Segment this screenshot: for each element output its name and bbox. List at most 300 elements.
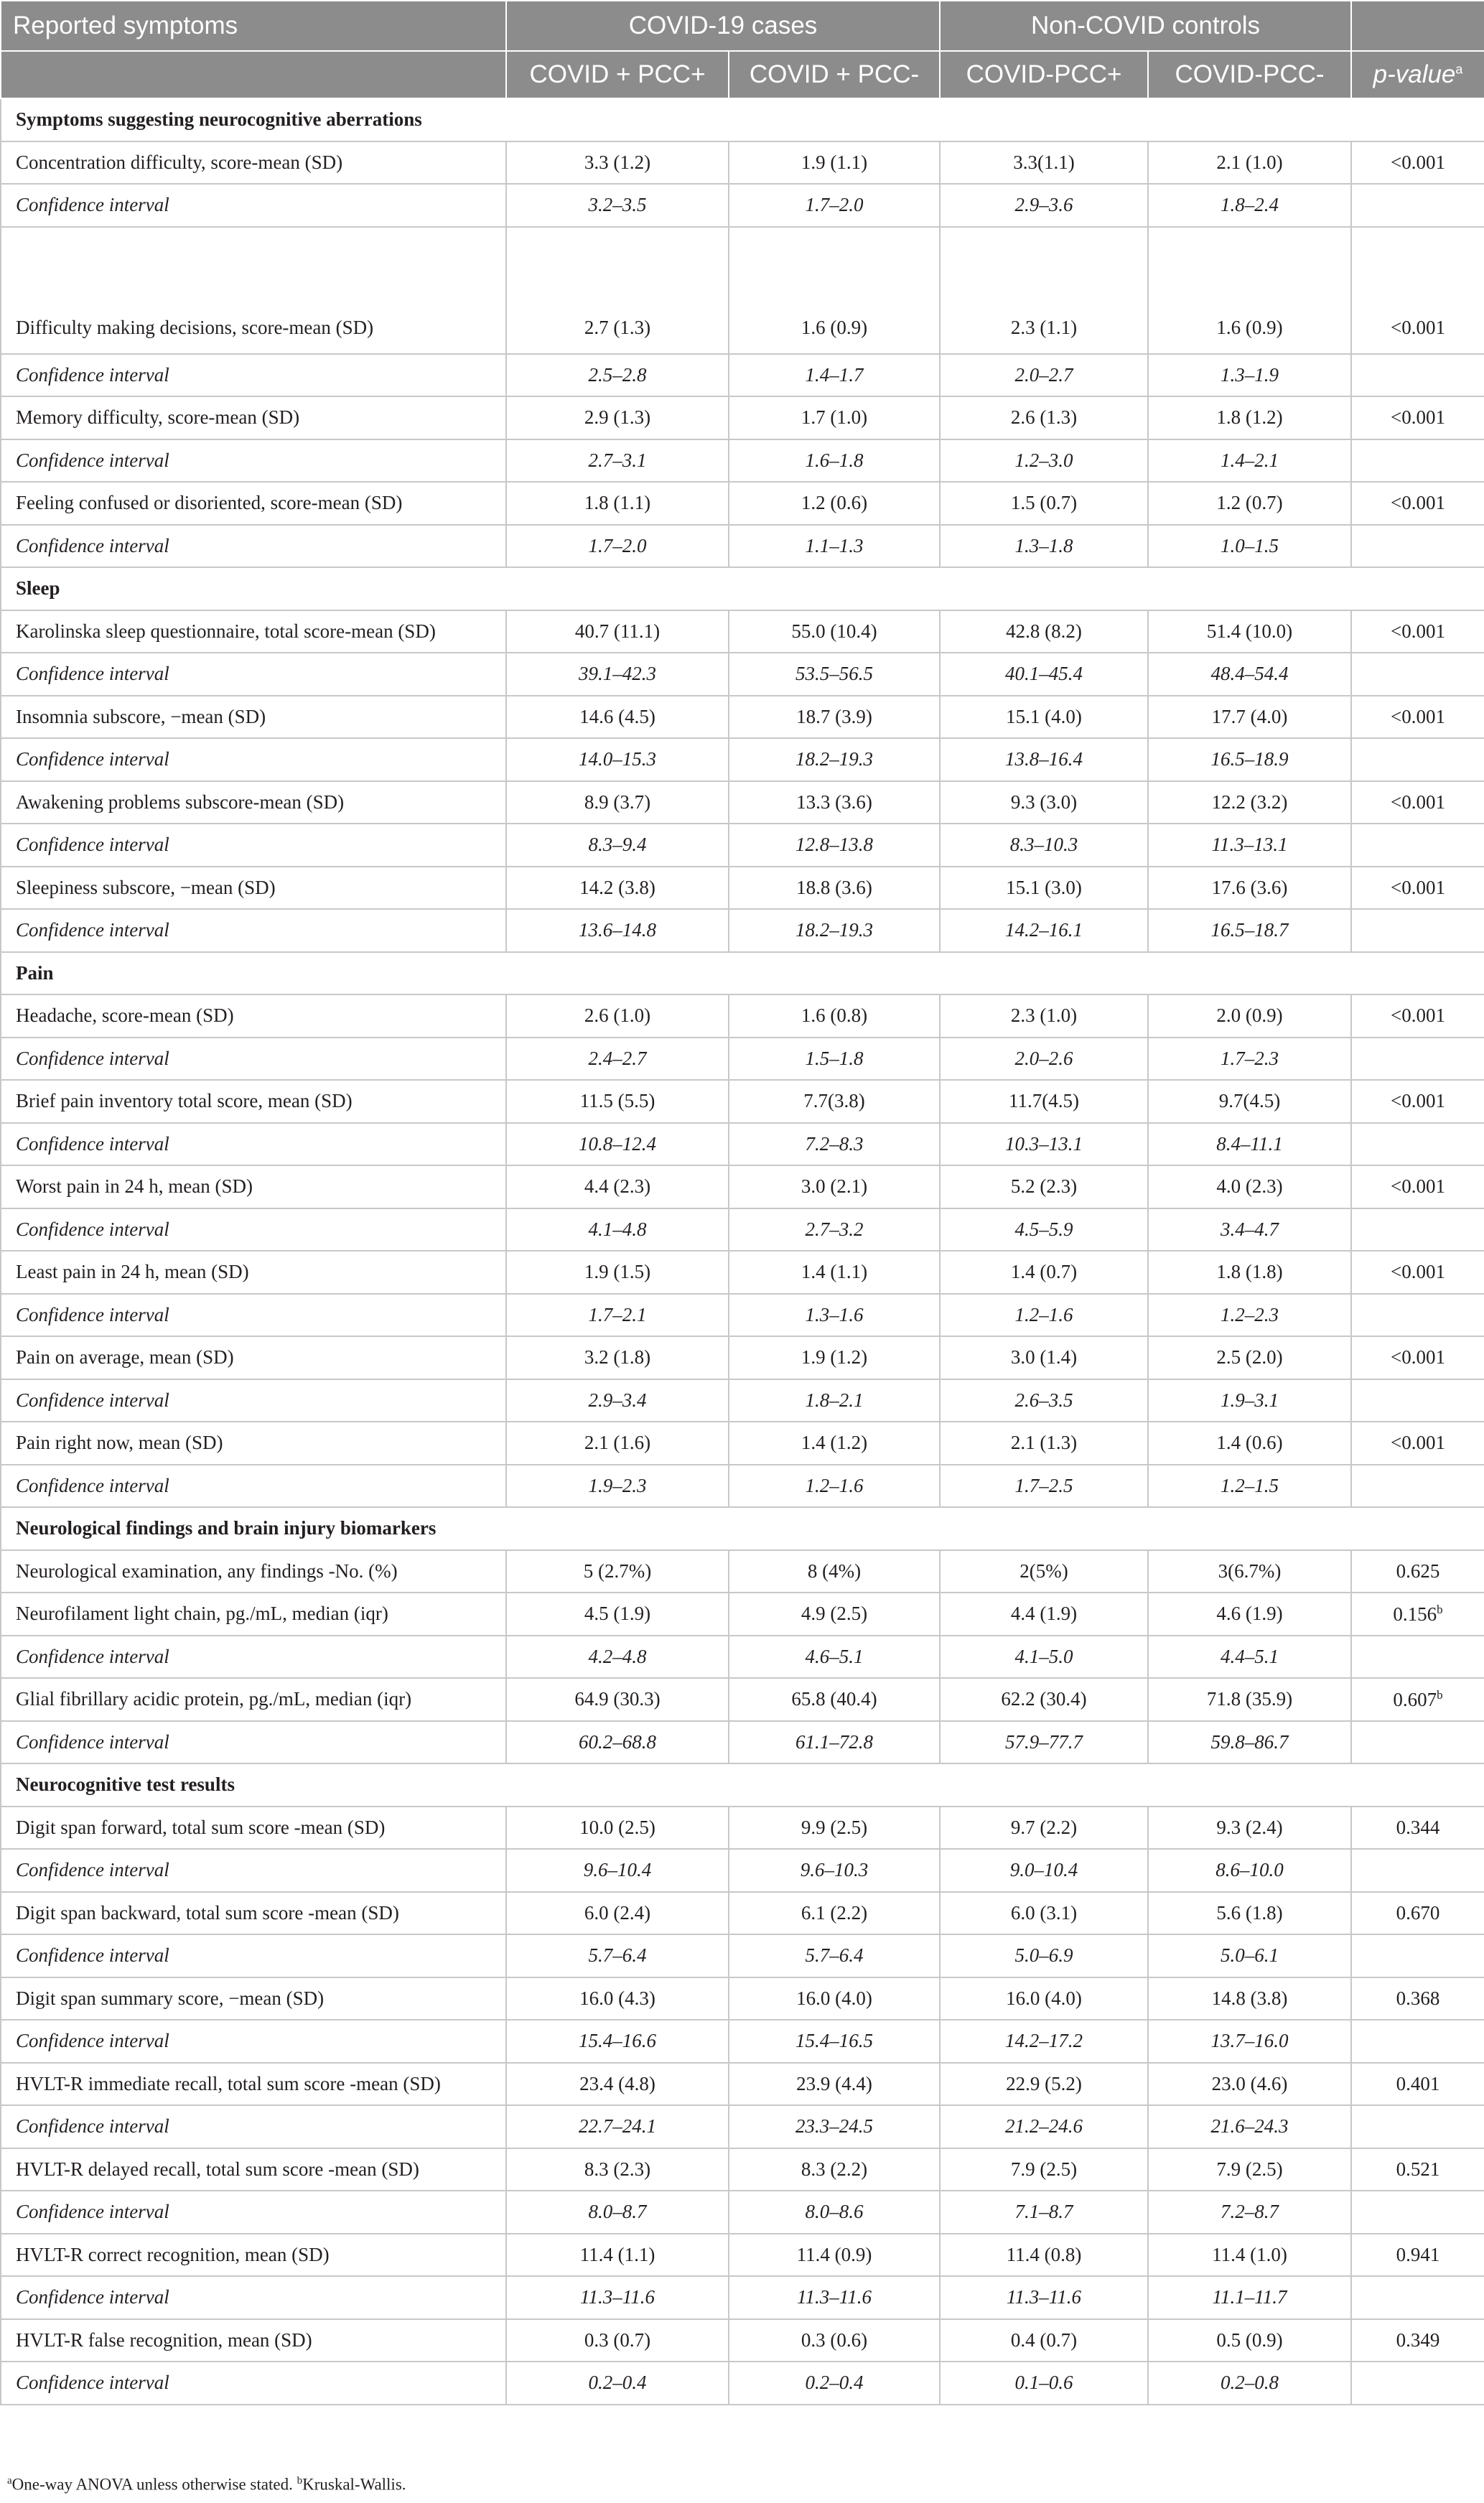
cell-covid-pcc-neg: 23.9 (4.4) — [729, 2063, 940, 2106]
cell-p-value — [1351, 1934, 1484, 1977]
cell-p-value — [1351, 2105, 1484, 2148]
row-label: Karolinska sleep questionnaire, total score-mean (SD) — [1, 610, 506, 653]
row-label: Confidence interval — [1, 2362, 506, 2405]
cell-covid-pcc-pos: 4.2–4.8 — [506, 1636, 729, 1679]
cell-noncovid-pcc-pos: 9.7 (2.2) — [940, 1807, 1148, 1850]
table-row — [1, 141, 1484, 185]
row-label: Glial fibrillary acidic protein, pg./mL, median (iqr) — [1, 1678, 506, 1721]
table-body — [1, 98, 1484, 2405]
confidence-interval-row — [1, 653, 1484, 696]
cell-covid-pcc-pos: 14.2 (3.8) — [506, 867, 729, 910]
cell-covid-pcc-pos: 0.3 (0.7) — [506, 2319, 729, 2362]
header-covid-pcc-pos: COVID + PCC+ — [506, 51, 729, 98]
cell-p-value — [1351, 1678, 1484, 1721]
cell-covid-pcc-pos: 2.5–2.8 — [506, 354, 729, 397]
cell-p-value — [1351, 482, 1484, 525]
cell-covid-pcc-pos: 9.6–10.4 — [506, 1849, 729, 1892]
cell-covid-pcc-neg: 53.5–56.5 — [729, 653, 940, 696]
footnote-text-b: Kruskal-Wallis. — [302, 2475, 406, 2494]
cell-noncovid-pcc-neg: 7.2–8.7 — [1148, 2191, 1351, 2234]
confidence-interval-row — [1, 1038, 1484, 1081]
cell-p-value — [1351, 2234, 1484, 2277]
cell-covid-pcc-pos: 3.3 (1.2) — [506, 141, 729, 185]
cell-covid-pcc-pos: 2.4–2.7 — [506, 1038, 729, 1081]
cell-p-value — [1351, 2148, 1484, 2191]
cell-covid-pcc-neg: 6.1 (2.2) — [729, 1892, 940, 1935]
cell-noncovid-pcc-pos: 2.3 (1.1) — [940, 227, 1148, 354]
footnote-sup-a: a — [7, 2475, 12, 2486]
cell-p-value — [1351, 1977, 1484, 2020]
cell-noncovid-pcc-neg: 1.4 (0.6) — [1148, 1422, 1351, 1465]
cell-covid-pcc-neg: 1.7–2.0 — [729, 184, 940, 227]
table-row — [1, 1892, 1484, 1935]
cell-covid-pcc-neg: 1.4 (1.2) — [729, 1422, 940, 1465]
cell-covid-pcc-neg: 8.0–8.6 — [729, 2191, 940, 2234]
cell-noncovid-pcc-pos: 21.2–24.6 — [940, 2105, 1148, 2148]
cell-noncovid-pcc-neg: 0.2–0.8 — [1148, 2362, 1351, 2405]
row-label: Awakening problems subscore-mean (SD) — [1, 781, 506, 824]
row-label: Confidence interval — [1, 1849, 506, 1892]
confidence-interval-row — [1, 354, 1484, 397]
cell-noncovid-pcc-neg: 48.4–54.4 — [1148, 653, 1351, 696]
cell-noncovid-pcc-pos: 11.3–11.6 — [940, 2276, 1148, 2319]
cell-noncovid-pcc-neg: 2.0 (0.9) — [1148, 994, 1351, 1038]
p-value-text: <0.001 — [1391, 791, 1445, 813]
cell-noncovid-pcc-pos: 2.6 (1.3) — [940, 396, 1148, 439]
cell-covid-pcc-neg: 1.4–1.7 — [729, 354, 940, 397]
cell-noncovid-pcc-neg: 0.5 (0.9) — [1148, 2319, 1351, 2362]
p-value-footnote-marker: b — [1437, 1687, 1443, 1702]
table-row — [1, 781, 1484, 824]
cell-p-value — [1351, 2020, 1484, 2063]
section-title: Neurological findings and brain injury biomarkers — [1, 1507, 1484, 1550]
cell-noncovid-pcc-neg: 51.4 (10.0) — [1148, 610, 1351, 653]
cell-p-value — [1351, 1336, 1484, 1379]
cell-noncovid-pcc-pos: 1.4 (0.7) — [940, 1251, 1148, 1294]
cell-covid-pcc-pos: 8.9 (3.7) — [506, 781, 729, 824]
cell-p-value — [1351, 227, 1484, 354]
cell-covid-pcc-neg: 1.9 (1.1) — [729, 141, 940, 185]
p-value-text: <0.001 — [1391, 705, 1445, 727]
section-title: Symptoms suggesting neurocognitive aberrations — [1, 98, 1484, 141]
header-row-columns — [1, 51, 1484, 98]
p-value-text: 0.156 — [1393, 1603, 1437, 1625]
table-row — [1, 396, 1484, 439]
row-label: Brief pain inventory total score, mean (SD) — [1, 1080, 506, 1123]
cell-covid-pcc-pos: 1.8 (1.1) — [506, 482, 729, 525]
confidence-interval-row — [1, 909, 1484, 952]
cell-covid-pcc-neg: 1.4 (1.1) — [729, 1251, 940, 1294]
cell-covid-pcc-pos: 14.0–15.3 — [506, 738, 729, 781]
cell-p-value — [1351, 2191, 1484, 2234]
confidence-interval-row — [1, 525, 1484, 568]
confidence-interval-row — [1, 1849, 1484, 1892]
cell-noncovid-pcc-neg: 59.8–86.7 — [1148, 1721, 1351, 1764]
confidence-interval-row — [1, 2191, 1484, 2234]
cell-noncovid-pcc-neg: 3.4–4.7 — [1148, 1208, 1351, 1252]
cell-p-value — [1351, 1038, 1484, 1081]
row-label: Confidence interval — [1, 1636, 506, 1679]
confidence-interval-row — [1, 1636, 1484, 1679]
cell-covid-pcc-pos: 15.4–16.6 — [506, 2020, 729, 2063]
cell-p-value — [1351, 439, 1484, 483]
p-value-text: 0.344 — [1396, 1816, 1440, 1838]
cell-noncovid-pcc-pos: 5.0–6.9 — [940, 1934, 1148, 1977]
cell-covid-pcc-pos: 2.1 (1.6) — [506, 1422, 729, 1465]
row-label: Sleepiness subscore, −mean (SD) — [1, 867, 506, 910]
cell-covid-pcc-neg: 1.6 (0.9) — [729, 227, 940, 354]
row-label: Confidence interval — [1, 738, 506, 781]
cell-p-value — [1351, 1593, 1484, 1636]
row-label: Confidence interval — [1, 2191, 506, 2234]
p-value-text: 0.670 — [1396, 1901, 1440, 1924]
p-value-text: <0.001 — [1391, 1261, 1445, 1283]
cell-covid-pcc-neg: 11.3–11.6 — [729, 2276, 940, 2319]
cell-covid-pcc-pos: 11.3–11.6 — [506, 2276, 729, 2319]
cell-p-value — [1351, 1165, 1484, 1208]
header-empty-label — [1, 51, 506, 98]
cell-covid-pcc-pos: 3.2–3.5 — [506, 184, 729, 227]
cell-covid-pcc-neg: 13.3 (3.6) — [729, 781, 940, 824]
table-row — [1, 867, 1484, 910]
cell-covid-pcc-pos: 10.8–12.4 — [506, 1123, 729, 1166]
cell-noncovid-pcc-neg: 14.8 (3.8) — [1148, 1977, 1351, 2020]
row-label: HVLT-R delayed recall, total sum score -mean (SD) — [1, 2148, 506, 2191]
cell-p-value — [1351, 396, 1484, 439]
table-row — [1, 1593, 1484, 1636]
cell-noncovid-pcc-pos: 15.1 (4.0) — [940, 696, 1148, 739]
cell-covid-pcc-pos: 22.7–24.1 — [506, 2105, 729, 2148]
cell-covid-pcc-neg: 1.5–1.8 — [729, 1038, 940, 1081]
cell-covid-pcc-pos: 1.7–2.1 — [506, 1294, 729, 1337]
row-label: Worst pain in 24 h, mean (SD) — [1, 1165, 506, 1208]
header-covid-pcc-neg: COVID + PCC- — [729, 51, 940, 98]
cell-p-value — [1351, 1080, 1484, 1123]
cell-covid-pcc-neg: 7.7(3.8) — [729, 1080, 940, 1123]
cell-p-value — [1351, 1379, 1484, 1422]
cell-noncovid-pcc-neg: 1.4–2.1 — [1148, 439, 1351, 483]
cell-covid-pcc-pos: 64.9 (30.3) — [506, 1678, 729, 1721]
p-value-text: <0.001 — [1391, 316, 1445, 338]
cell-covid-pcc-pos: 11.4 (1.1) — [506, 2234, 729, 2277]
cell-noncovid-pcc-pos: 1.2–3.0 — [940, 439, 1148, 483]
table-header — [1, 1, 1484, 98]
cell-noncovid-pcc-pos: 2.1 (1.3) — [940, 1422, 1148, 1465]
cell-covid-pcc-neg: 4.6–5.1 — [729, 1636, 940, 1679]
cell-noncovid-pcc-pos: 5.2 (2.3) — [940, 1165, 1148, 1208]
cell-covid-pcc-pos: 8.3–9.4 — [506, 824, 729, 867]
cell-p-value — [1351, 354, 1484, 397]
cell-noncovid-pcc-pos: 7.9 (2.5) — [940, 2148, 1148, 2191]
cell-noncovid-pcc-pos: 1.5 (0.7) — [940, 482, 1148, 525]
table-row — [1, 696, 1484, 739]
table-row — [1, 1977, 1484, 2020]
cell-p-value — [1351, 2319, 1484, 2362]
cell-noncovid-pcc-neg: 16.5–18.9 — [1148, 738, 1351, 781]
cell-noncovid-pcc-neg: 1.9–3.1 — [1148, 1379, 1351, 1422]
cell-covid-pcc-neg: 18.2–19.3 — [729, 909, 940, 952]
table-row — [1, 1678, 1484, 1721]
cell-p-value — [1351, 1208, 1484, 1252]
cell-covid-pcc-pos: 40.7 (11.1) — [506, 610, 729, 653]
row-label: Confidence interval — [1, 824, 506, 867]
cell-p-value — [1351, 2276, 1484, 2319]
cell-covid-pcc-neg: 1.7 (1.0) — [729, 396, 940, 439]
cell-noncovid-pcc-pos: 9.0–10.4 — [940, 1849, 1148, 1892]
cell-covid-pcc-pos: 3.2 (1.8) — [506, 1336, 729, 1379]
cell-noncovid-pcc-neg: 11.1–11.7 — [1148, 2276, 1351, 2319]
cell-noncovid-pcc-pos: 3.3(1.1) — [940, 141, 1148, 185]
p-value-text: 0.521 — [1396, 2158, 1440, 2180]
cell-p-value — [1351, 525, 1484, 568]
cell-noncovid-pcc-neg: 11.4 (1.0) — [1148, 2234, 1351, 2277]
row-label: Confidence interval — [1, 2020, 506, 2063]
cell-noncovid-pcc-pos: 57.9–77.7 — [940, 1721, 1148, 1764]
cell-noncovid-pcc-pos: 10.3–13.1 — [940, 1123, 1148, 1166]
table-footnote — [7, 2475, 406, 2494]
header-group-covid-cases: COVID-19 cases — [506, 1, 940, 51]
cell-noncovid-pcc-pos: 1.7–2.5 — [940, 1465, 1148, 1508]
confidence-interval-row — [1, 2105, 1484, 2148]
section-header-row — [1, 952, 1484, 995]
cell-p-value — [1351, 994, 1484, 1038]
header-p-value-text: p-value — [1373, 60, 1456, 88]
cell-noncovid-pcc-pos: 42.8 (8.2) — [940, 610, 1148, 653]
cell-p-value — [1351, 696, 1484, 739]
cell-p-value — [1351, 1636, 1484, 1679]
table-row — [1, 227, 1484, 354]
cell-noncovid-pcc-neg: 4.6 (1.9) — [1148, 1593, 1351, 1636]
cell-noncovid-pcc-neg: 1.8 (1.2) — [1148, 396, 1351, 439]
cell-p-value — [1351, 1422, 1484, 1465]
cell-p-value — [1351, 2362, 1484, 2405]
confidence-interval-row — [1, 439, 1484, 483]
row-label: Confidence interval — [1, 184, 506, 227]
p-value-text: <0.001 — [1391, 1090, 1445, 1112]
cell-covid-pcc-pos: 4.4 (2.3) — [506, 1165, 729, 1208]
row-label: Digit span backward, total sum score -mean (SD) — [1, 1892, 506, 1935]
cell-covid-pcc-pos: 2.6 (1.0) — [506, 994, 729, 1038]
cell-noncovid-pcc-neg: 17.7 (4.0) — [1148, 696, 1351, 739]
cell-covid-pcc-pos: 60.2–68.8 — [506, 1721, 729, 1764]
cell-noncovid-pcc-pos: 15.1 (3.0) — [940, 867, 1148, 910]
cell-noncovid-pcc-pos: 4.4 (1.9) — [940, 1593, 1148, 1636]
cell-noncovid-pcc-pos: 22.9 (5.2) — [940, 2063, 1148, 2106]
p-value-text: <0.001 — [1391, 1175, 1445, 1198]
confidence-interval-row — [1, 1934, 1484, 1977]
cell-covid-pcc-pos: 2.9–3.4 — [506, 1379, 729, 1422]
cell-covid-pcc-pos: 4.1–4.8 — [506, 1208, 729, 1252]
header-row-groups — [1, 1, 1484, 51]
cell-noncovid-pcc-neg: 1.0–1.5 — [1148, 525, 1351, 568]
row-label: Confidence interval — [1, 909, 506, 952]
cell-covid-pcc-neg: 9.6–10.3 — [729, 1849, 940, 1892]
cell-covid-pcc-neg: 15.4–16.5 — [729, 2020, 940, 2063]
table-row — [1, 1336, 1484, 1379]
cell-noncovid-pcc-pos: 11.7(4.5) — [940, 1080, 1148, 1123]
cell-covid-pcc-pos: 11.5 (5.5) — [506, 1080, 729, 1123]
cell-noncovid-pcc-pos: 14.2–17.2 — [940, 2020, 1148, 2063]
cell-noncovid-pcc-neg: 2.5 (2.0) — [1148, 1336, 1351, 1379]
p-value-text: <0.001 — [1391, 492, 1445, 514]
cell-covid-pcc-neg: 16.0 (4.0) — [729, 1977, 940, 2020]
cell-p-value — [1351, 738, 1484, 781]
cell-p-value — [1351, 1294, 1484, 1337]
cell-p-value — [1351, 1849, 1484, 1892]
p-value-text: 0.607 — [1393, 1688, 1437, 1710]
header-p-value-sup: a — [1455, 62, 1463, 77]
row-label: HVLT-R correct recognition, mean (SD) — [1, 2234, 506, 2277]
table-row — [1, 1165, 1484, 1208]
cell-noncovid-pcc-neg: 12.2 (3.2) — [1148, 781, 1351, 824]
p-value-text: <0.001 — [1391, 1432, 1445, 1454]
table-row — [1, 1080, 1484, 1123]
row-label: Feeling confused or disoriented, score-mean (SD) — [1, 482, 506, 525]
row-label: HVLT-R immediate recall, total sum score -mean (SD) — [1, 2063, 506, 2106]
row-label: Confidence interval — [1, 1294, 506, 1337]
cell-noncovid-pcc-pos: 6.0 (3.1) — [940, 1892, 1148, 1935]
header-empty-corner — [1351, 1, 1484, 51]
cell-p-value — [1351, 1892, 1484, 1935]
footnote-text-a: One-way ANOVA unless otherwise stated. — [11, 2475, 297, 2494]
row-label: Neurological examination, any findings -No. (%) — [1, 1550, 506, 1593]
cell-noncovid-pcc-pos: 2.0–2.7 — [940, 354, 1148, 397]
p-value-text: <0.001 — [1391, 876, 1445, 898]
cell-covid-pcc-neg: 23.3–24.5 — [729, 2105, 940, 2148]
p-value-text: <0.001 — [1391, 1346, 1445, 1369]
confidence-interval-row — [1, 2020, 1484, 2063]
cell-noncovid-pcc-neg: 8.4–11.1 — [1148, 1123, 1351, 1166]
confidence-interval-row — [1, 738, 1484, 781]
section-header-row — [1, 1507, 1484, 1550]
cell-noncovid-pcc-neg: 1.2–1.5 — [1148, 1465, 1351, 1508]
cell-noncovid-pcc-pos: 0.1–0.6 — [940, 2362, 1148, 2405]
row-label: Confidence interval — [1, 653, 506, 696]
section-header-row — [1, 98, 1484, 141]
row-label: Difficulty making decisions, score-mean (SD) — [1, 227, 506, 354]
cell-noncovid-pcc-pos: 2(5%) — [940, 1550, 1148, 1593]
cell-covid-pcc-pos: 1.7–2.0 — [506, 525, 729, 568]
table-row — [1, 610, 1484, 653]
table-row — [1, 1251, 1484, 1294]
cell-noncovid-pcc-pos: 2.0–2.6 — [940, 1038, 1148, 1081]
cell-noncovid-pcc-pos: 4.1–5.0 — [940, 1636, 1148, 1679]
confidence-interval-row — [1, 2362, 1484, 2405]
cell-noncovid-pcc-pos: 1.2–1.6 — [940, 1294, 1148, 1337]
cell-noncovid-pcc-neg: 9.3 (2.4) — [1148, 1807, 1351, 1850]
confidence-interval-row — [1, 2276, 1484, 2319]
row-label: Pain right now, mean (SD) — [1, 1422, 506, 1465]
cell-noncovid-pcc-neg: 1.8–2.4 — [1148, 184, 1351, 227]
cell-noncovid-pcc-pos: 9.3 (3.0) — [940, 781, 1148, 824]
table-row — [1, 482, 1484, 525]
cell-p-value — [1351, 1721, 1484, 1764]
cell-noncovid-pcc-pos: 3.0 (1.4) — [940, 1336, 1148, 1379]
cell-covid-pcc-neg: 18.2–19.3 — [729, 738, 940, 781]
row-label: HVLT-R false recognition, mean (SD) — [1, 2319, 506, 2362]
cell-covid-pcc-neg: 2.7–3.2 — [729, 1208, 940, 1252]
cell-p-value — [1351, 824, 1484, 867]
section-header-row — [1, 567, 1484, 610]
row-label: Confidence interval — [1, 1721, 506, 1764]
cell-covid-pcc-neg: 61.1–72.8 — [729, 1721, 940, 1764]
cell-noncovid-pcc-pos: 14.2–16.1 — [940, 909, 1148, 952]
cell-p-value — [1351, 184, 1484, 227]
cell-covid-pcc-neg: 4.9 (2.5) — [729, 1593, 940, 1636]
row-label: Confidence interval — [1, 2276, 506, 2319]
row-label: Confidence interval — [1, 1123, 506, 1166]
cell-noncovid-pcc-pos: 1.3–1.8 — [940, 525, 1148, 568]
p-value-text: <0.001 — [1391, 1005, 1445, 1027]
cell-noncovid-pcc-pos: 62.2 (30.4) — [940, 1678, 1148, 1721]
cell-p-value — [1351, 867, 1484, 910]
cell-covid-pcc-pos: 23.4 (4.8) — [506, 2063, 729, 2106]
cell-noncovid-pcc-neg: 11.3–13.1 — [1148, 824, 1351, 867]
table-row — [1, 2319, 1484, 2362]
confidence-interval-row — [1, 1208, 1484, 1252]
cell-noncovid-pcc-neg: 9.7(4.5) — [1148, 1080, 1351, 1123]
cell-noncovid-pcc-neg: 4.4–5.1 — [1148, 1636, 1351, 1679]
cell-covid-pcc-neg: 11.4 (0.9) — [729, 2234, 940, 2277]
row-label: Digit span forward, total sum score -mean (SD) — [1, 1807, 506, 1850]
row-label: Concentration difficulty, score-mean (SD) — [1, 141, 506, 185]
cell-covid-pcc-neg: 1.9 (1.2) — [729, 1336, 940, 1379]
row-label: Digit span summary score, −mean (SD) — [1, 1977, 506, 2020]
cell-noncovid-pcc-neg: 13.7–16.0 — [1148, 2020, 1351, 2063]
cell-covid-pcc-pos: 39.1–42.3 — [506, 653, 729, 696]
cell-covid-pcc-neg: 8 (4%) — [729, 1550, 940, 1593]
cell-covid-pcc-neg: 1.2 (0.6) — [729, 482, 940, 525]
cell-covid-pcc-pos: 10.0 (2.5) — [506, 1807, 729, 1850]
p-value-text: <0.001 — [1391, 151, 1445, 173]
p-value-text: <0.001 — [1391, 620, 1445, 642]
cell-covid-pcc-pos: 8.3 (2.3) — [506, 2148, 729, 2191]
row-label: Confidence interval — [1, 1038, 506, 1081]
cell-noncovid-pcc-pos: 2.9–3.6 — [940, 184, 1148, 227]
cell-noncovid-pcc-neg: 5.6 (1.8) — [1148, 1892, 1351, 1935]
cell-covid-pcc-pos: 0.2–0.4 — [506, 2362, 729, 2405]
cell-noncovid-pcc-neg: 71.8 (35.9) — [1148, 1678, 1351, 1721]
p-value-text: <0.001 — [1391, 406, 1445, 429]
p-value-footnote-marker: b — [1437, 1602, 1443, 1616]
table-row — [1, 994, 1484, 1038]
cell-noncovid-pcc-neg: 4.0 (2.3) — [1148, 1165, 1351, 1208]
table-row — [1, 2148, 1484, 2191]
row-label: Insomnia subscore, −mean (SD) — [1, 696, 506, 739]
cell-covid-pcc-pos: 5 (2.7%) — [506, 1550, 729, 1593]
confidence-interval-row — [1, 1294, 1484, 1337]
confidence-interval-row — [1, 184, 1484, 227]
cell-covid-pcc-pos: 1.9 (1.5) — [506, 1251, 729, 1294]
cell-p-value — [1351, 141, 1484, 185]
cell-covid-pcc-pos: 4.5 (1.9) — [506, 1593, 729, 1636]
row-label: Confidence interval — [1, 439, 506, 483]
cell-covid-pcc-neg: 3.0 (2.1) — [729, 1165, 940, 1208]
p-value-text: 0.368 — [1396, 1987, 1440, 2009]
cell-covid-pcc-neg: 1.3–1.6 — [729, 1294, 940, 1337]
row-label: Neurofilament light chain, pg./mL, median (iqr) — [1, 1593, 506, 1636]
cell-p-value — [1351, 1807, 1484, 1850]
cell-p-value — [1351, 2063, 1484, 2106]
cell-noncovid-pcc-pos: 8.3–10.3 — [940, 824, 1148, 867]
cell-covid-pcc-neg: 18.7 (3.9) — [729, 696, 940, 739]
cell-covid-pcc-pos: 1.9–2.3 — [506, 1465, 729, 1508]
row-label: Confidence interval — [1, 1208, 506, 1252]
header-p-value — [1351, 51, 1484, 98]
table-row — [1, 1550, 1484, 1593]
cell-covid-pcc-neg: 9.9 (2.5) — [729, 1807, 940, 1850]
cell-covid-pcc-pos: 6.0 (2.4) — [506, 1892, 729, 1935]
